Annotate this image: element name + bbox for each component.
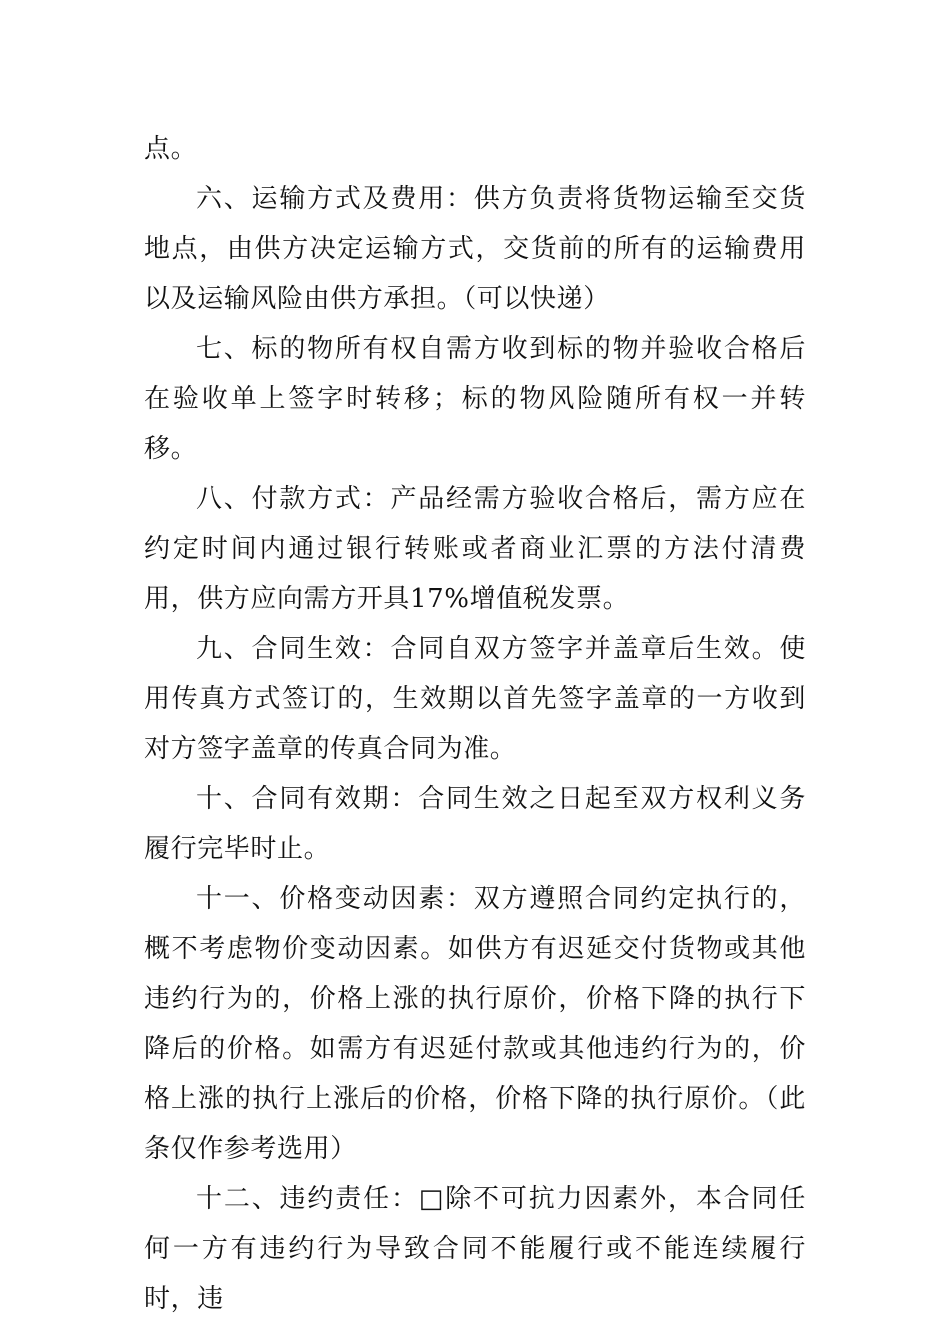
paragraph-clause-10-validity: 十、合同有效期：合同生效之日起至双方权利义务履行完毕时止。 [144, 784, 806, 864]
paragraph-clause-12-liability: 十二、违约责任：□除不可抗力因素外，本合同任何一方有违约行为导致合同不能履行或不能连续履行时，违 [144, 1184, 806, 1314]
paragraph-clause-6-transport: 六、运输方式及费用：供方负责将货物运输至交货地点，由供方决定运输方式，交货前的所有的运输费用以及运输风险由供方承担。（可以快递） [144, 184, 806, 314]
paragraph-clause-11-price: 十一、价格变动因素：双方遵照合同约定执行的，概不考虑物价变动因素。如供方有迟延交付货物或其他违约行为的，价格上涨的执行原价，价格下降的执行下降后的价格。如需方有迟延付款或其他违约行为的，价格上涨的执行上涨后的价格，价格下降的执行原价。（此条仅作参考选用） [144, 884, 806, 1164]
paragraph-clause-7-ownership: 七、标的物所有权自需方收到标的物并验收合格后在验收单上签字时转移；标的物风险随所有权一并转移。 [144, 334, 806, 464]
paragraph-continuation: 点。 [144, 134, 198, 164]
paragraph-clause-8-payment: 八、付款方式：产品经需方验收合格后，需方应在约定时间内通过银行转账或者商业汇票的方法付清费用，供方应向需方开具17%增值税发票。 [144, 484, 806, 614]
paragraph-clause-9-effectiveness: 九、合同生效：合同自双方签字并盖章后生效。使用传真方式签订的，生效期以首先签字盖章的一方收到对方签字盖章的传真合同为准。 [144, 634, 806, 764]
document-body [144, 124, 806, 1324]
